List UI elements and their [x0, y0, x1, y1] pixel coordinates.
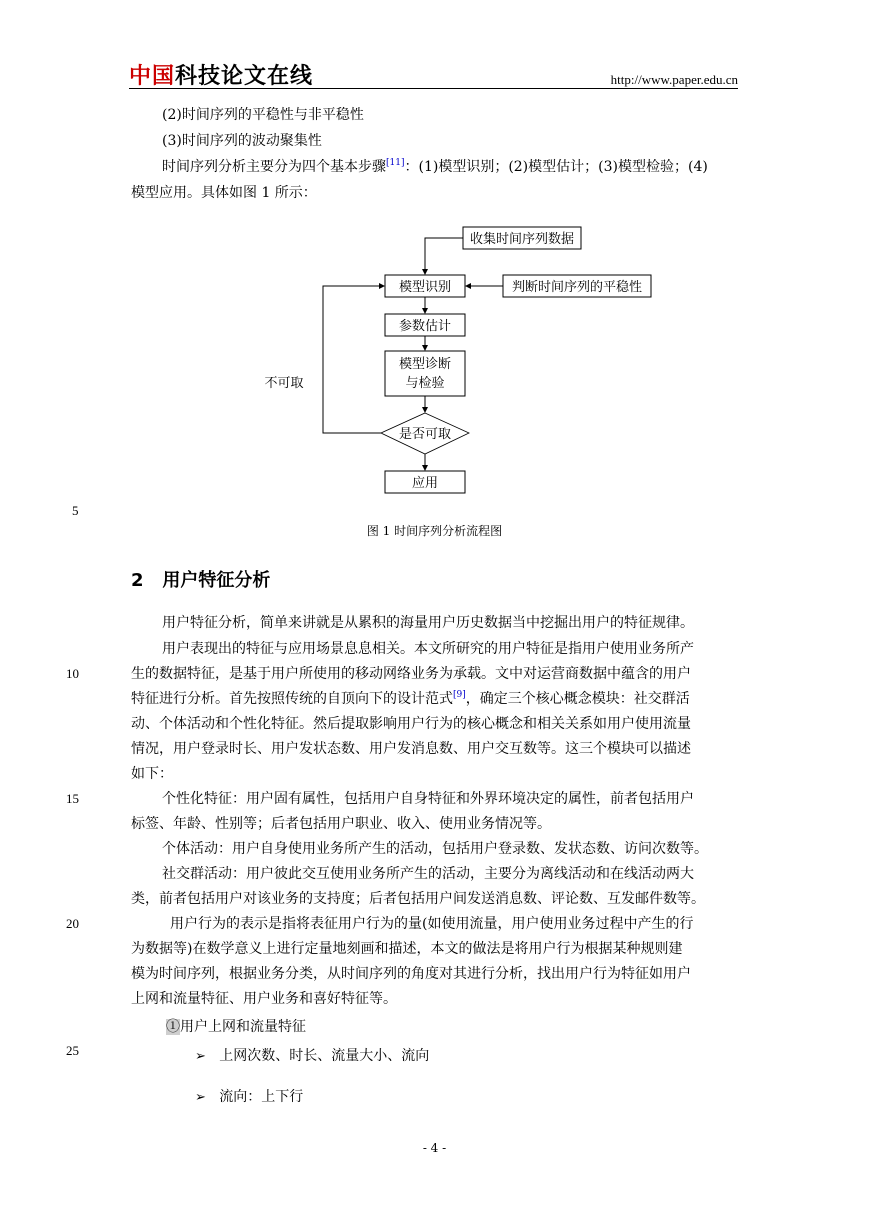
body-line: 用户特征分析，简单来讲就是从累积的海量用户历史数据当中挖掘出用户的特征规律。 — [162, 615, 694, 631]
steps-line-2: 模型应用。具体如图 1 所示： — [131, 185, 317, 201]
section-heading: 2 用户特征分析 — [131, 570, 271, 591]
body-line: 上网和流量特征、用户业务和喜好特征等。 — [131, 991, 397, 1007]
body-line: 特征进行分析。首先按照传统的自顶向下的设计范式[9]，确定三个核心概念模块：社交群活 — [131, 690, 690, 707]
not-ok-label: 不可取 — [264, 376, 304, 391]
body-line: 如下： — [131, 766, 173, 782]
bullet-item-1: ➢ 上网次数、时长、流量大小、流向 — [195, 1048, 430, 1064]
judge-label: 判断时间序列的平稳性 — [511, 280, 643, 295]
line-number-25: 25 — [66, 1043, 79, 1058]
estimate-label: 参数估计 — [398, 319, 452, 334]
line-number-15: 15 — [66, 791, 79, 806]
body-line: 为数据等)在数学意义上进行定量地刻画和描述，本文的做法是将用户行为根据某种规则建 — [131, 941, 683, 957]
bullet-item-2: ➢ 流向：上下行 — [195, 1089, 304, 1105]
arrow-loop-back — [323, 286, 384, 433]
circled-number: ① — [166, 1019, 180, 1035]
apply-label: 应用 — [411, 476, 439, 491]
citation-ref: [9] — [453, 690, 466, 700]
diagnose-label-1: 模型诊断 — [398, 357, 452, 372]
decision-label: 是否可取 — [398, 427, 452, 442]
arrow-bullet-icon: ➢ — [195, 1090, 206, 1105]
intro-line-3: (3)时间序列的波动聚集性 — [162, 133, 322, 149]
diagnose-label-2: 与检验 — [405, 376, 445, 391]
body-line: 模为时间序列，根据业务分类，从时间序列的角度对其进行分析，找出用户行为特征如用户 — [131, 966, 691, 982]
subsection-title: ①用户上网和流量特征 — [166, 1019, 306, 1035]
figure-caption: 图 1 时间序列分析流程图 — [366, 524, 503, 538]
steps-line-1: 时间序列分析主要分为四个基本步骤[11]：(1)模型识别；(2)模型估计；(3)模型检验；(4) — [162, 158, 708, 175]
line-number-20: 20 — [66, 916, 79, 931]
body-line: 社交群活动：用户彼此交互使用业务所产生的活动，主要分为离线活动和在线活动两大 — [162, 866, 694, 882]
arrow-collect-identify — [425, 238, 463, 274]
body-line: 用户行为的表示是指将表征用户行为的量(如使用流量，用户使用业务过程中产生的行 — [170, 916, 694, 932]
header-url: http://www.paper.edu.cn — [610, 72, 738, 87]
page-number: - 4 - — [422, 1141, 447, 1155]
body-line: 个体活动：用户自身使用业务所产生的活动，包括用户登录数、发状态数、访问次数等。 — [162, 841, 708, 857]
line-number-5: 5 — [72, 503, 79, 518]
body-line: 类，前者包括用户对该业务的支持度；后者包括用户间发送消息数、评论数、互发邮件数等。 — [131, 891, 705, 907]
arrow-bullet-icon: ➢ — [195, 1049, 206, 1064]
body-line: 个性化特征：用户固有属性，包括用户自身特征和外界环境决定的属性，前者包括用户 — [162, 791, 694, 807]
collect-label: 收集时间序列数据 — [469, 232, 575, 247]
line-number-10: 10 — [66, 666, 79, 681]
journal-logo: 中国科技论文在线 — [129, 64, 314, 89]
body-line: 标签、年龄、性别等；后者包括用户职业、收入、使用业务情况等。 — [131, 816, 551, 832]
citation-ref: [11] — [386, 158, 405, 168]
body-line: 生的数据特征，是基于用户所使用的移动网络业务为承载。文中对运营商数据中蕴含的用户 — [131, 666, 691, 682]
intro-line-2: (2)时间序列的平稳性与非平稳性 — [162, 107, 364, 123]
flowchart — [0, 0, 869, 520]
body-line: 情况，用户登录时长、用户发状态数、用户发消息数、用户交互数等。这三个模块可以描述 — [131, 741, 691, 757]
body-line: 动、个体活动和个性化特征。然后提取影响用户行为的核心概念和相关关系如用户使用流量 — [131, 716, 691, 732]
body-line: 用户表现出的特征与应用场景息息相关。本文所研究的用户特征是指用户使用业务所产 — [162, 641, 694, 657]
identify-label: 模型识别 — [398, 280, 452, 295]
